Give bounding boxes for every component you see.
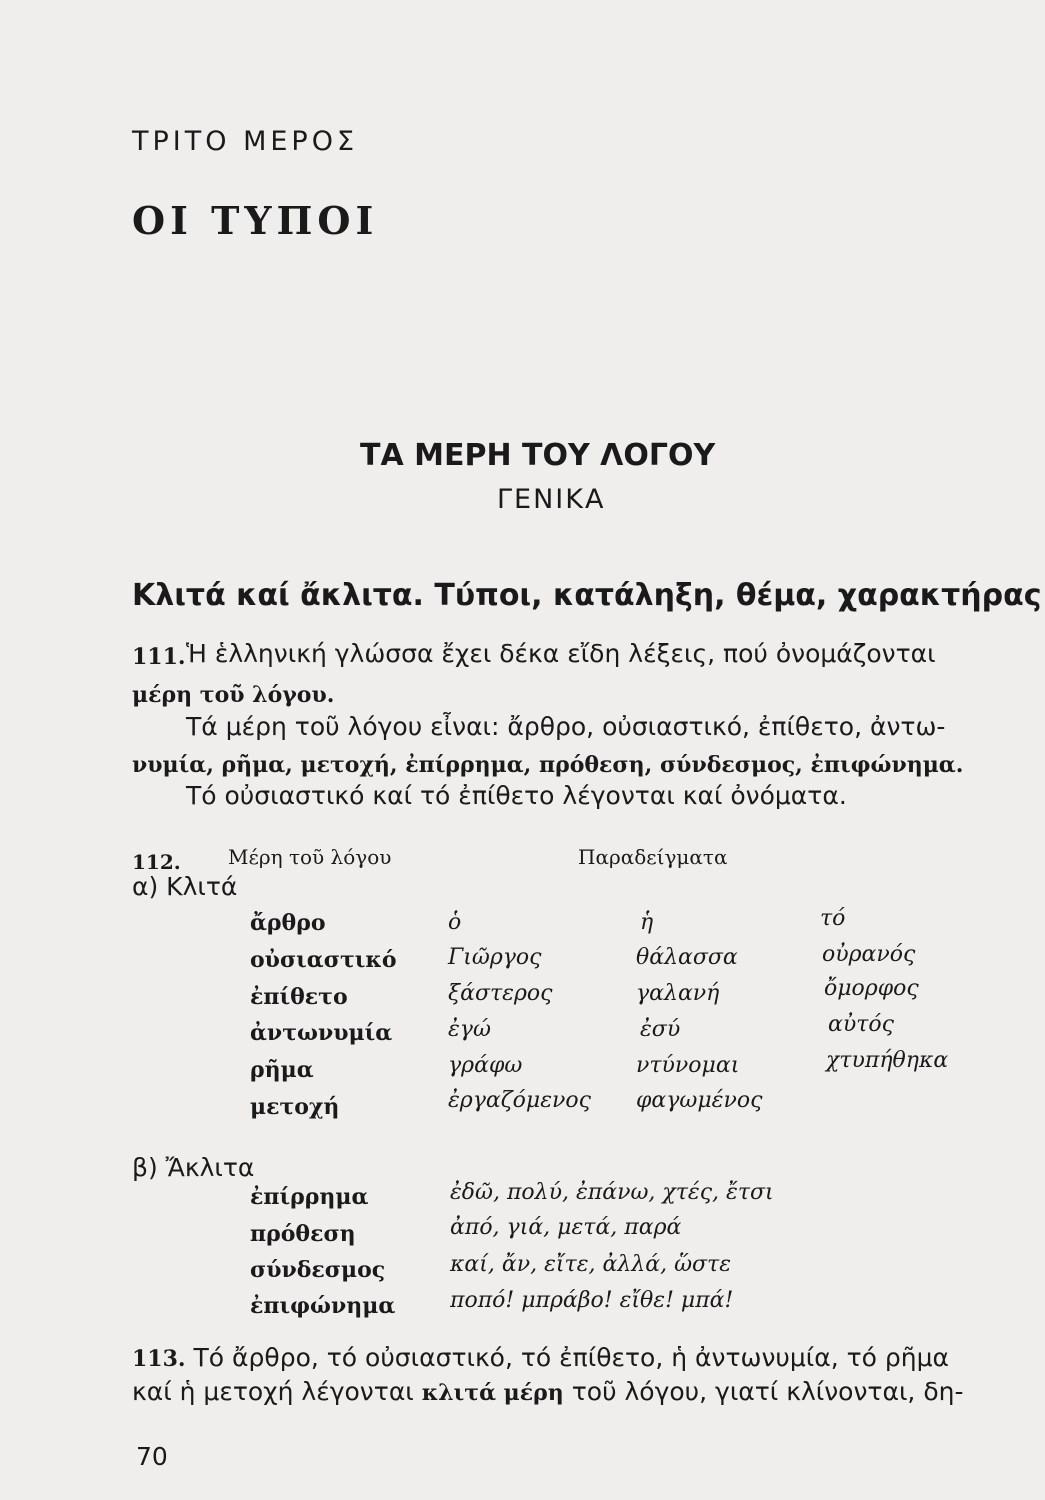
table-cell: καί, ἄν, εἴτε, ἀλλά, ὥστε [450, 1252, 732, 1277]
paragraph-line: Τά μέρη τοῦ λόγου εἶναι: ἄρθρο, οὐσιαστικό, ἐπίθετο, ἀντω- [186, 712, 946, 741]
paragraph-line: νυμία, ρῆμα, μετοχή, ἐπίρρημα, πρόθεση, σύνδεσμος, ἐπιφώνημα. [132, 752, 964, 778]
table-row-name: ἐπιφώνημα [250, 1293, 396, 1319]
table-row-name: σύνδεσμος [250, 1257, 386, 1283]
table-cell: ἐργαζόμενος [448, 1088, 591, 1113]
table-row-name: ἐπίθετο [250, 984, 348, 1010]
table-row-name: ἄρθρο [250, 910, 326, 936]
table-cell: ὄμορφος [824, 976, 919, 1001]
part-label: ΤΡΙΤΟ ΜΕΡΟΣ [132, 126, 359, 157]
table-row-name: ἐπίρρημα [250, 1184, 369, 1210]
table-row-name: ρῆμα [250, 1057, 314, 1083]
page-number: 70 [136, 1442, 168, 1471]
emphasis-term: κλιτά μέρη [421, 1380, 564, 1406]
group-label-uninflected: β) Ἄκλιτα [132, 1153, 255, 1182]
table-cell: τό [820, 906, 846, 931]
table-cell: χτυπήθηκα [826, 1048, 949, 1073]
table-cell: ἀπό, γιά, μετά, παρά [450, 1215, 682, 1240]
paragraph-number: 111. [132, 644, 186, 670]
paragraph-number: 113. [132, 1346, 186, 1372]
section-title: ΤΑ ΜΕΡΗ ΤΟΥ ΛΟΓΟΥ [360, 438, 716, 473]
table-cell: ποπό! μπράβο! εἴθε! μπά! [450, 1288, 734, 1313]
table-cell: ἐγώ [448, 1017, 491, 1042]
table-cell: ἡ [640, 910, 654, 935]
table-cell: ἐσύ [640, 1017, 681, 1042]
table-cell: αὐτός [828, 1012, 894, 1037]
group-label-inflected: α) Κλιτά [132, 872, 238, 901]
table-row-name: ἀντωνυμία [250, 1020, 393, 1046]
table-cell: γράφω [448, 1053, 523, 1078]
paragraph-line: μέρη τοῦ λόγου. [132, 682, 335, 708]
table-cell: ἐδῶ, πολύ, ἐπάνω, χτές, ἔτσι [450, 1180, 774, 1205]
table-cell: θάλασσα [636, 945, 738, 970]
table-cell: οὐρανός [822, 942, 916, 967]
table-cell: ὁ [448, 910, 462, 935]
paragraph-line: Τό οὐσιαστικό καί τό ἐπίθετο λέγονται καί ὀνόματα. [186, 781, 847, 810]
table-cell: ντύνομαι [636, 1053, 740, 1078]
column-header-parts: Μέρη τοῦ λόγου [228, 845, 392, 869]
section-subtitle: ΓΕΝΙΚΑ [497, 484, 606, 515]
table-cell: ξάστερος [448, 981, 553, 1006]
paragraph-text: καί ἡ μετοχή λέγονται [132, 1377, 422, 1406]
paragraph-number: 112. [132, 850, 181, 874]
sub-heading: Κλιτά καί ἄκλιτα. Τύποι, κατάληξη, θέμα, χαρακτήρας [132, 578, 1042, 613]
part-title: ΟΙ ΤΥΠΟΙ [132, 198, 379, 243]
column-header-examples: Παραδείγματα [578, 845, 728, 869]
table-cell: γαλανή [636, 981, 720, 1006]
table-row-name: οὐσιαστικό [250, 947, 397, 973]
table-row-name: πρόθεση [250, 1221, 356, 1247]
paragraph-line [132, 1377, 963, 1406]
table-cell: Γιῶργος [448, 945, 542, 970]
paragraph-text: Τό ἄρθρο, τό οὐσιαστικό, τό ἐπίθετο, ἡ ἀντωνυμία, τό ρῆμα [185, 1343, 950, 1372]
paragraph-text: τοῦ λόγου, γιατί κλίνονται, δη- [563, 1377, 964, 1406]
table-row-name: μετοχή [250, 1094, 340, 1120]
paragraph-line: Ἡ ἑλληνική γλώσσα ἔχει δέκα εἴδη λέξεις, πού ὀνομάζονται [186, 639, 936, 668]
table-cell: φαγωμένος [636, 1088, 763, 1113]
paragraph-line [132, 1343, 949, 1372]
